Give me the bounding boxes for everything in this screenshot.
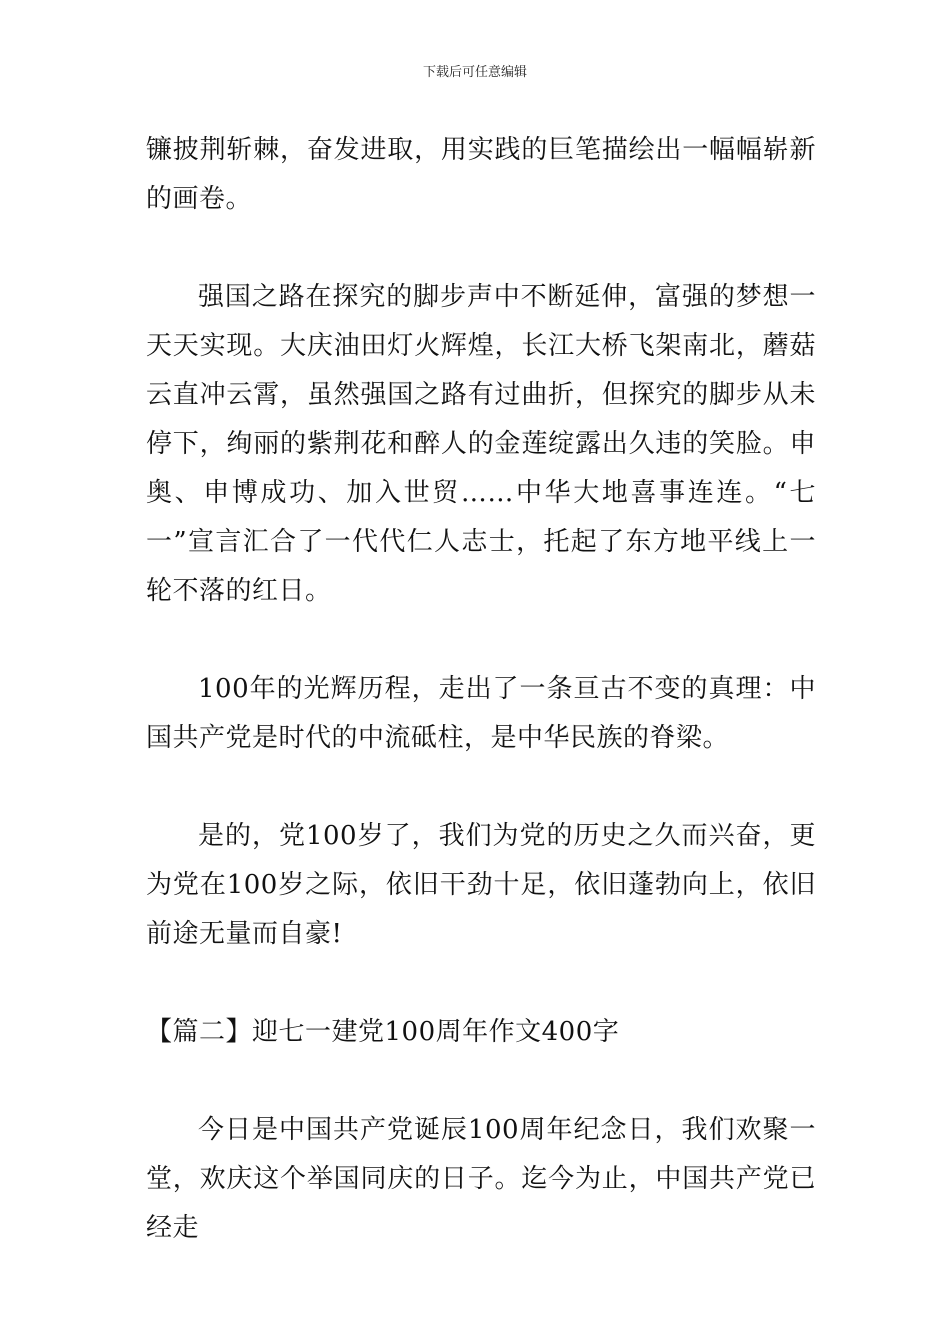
paragraph-gap — [146, 1057, 816, 1106]
paragraph-100-years-history: 100年的光辉历程，走出了一条亘古不变的真理：中国共产党是时代的中流砥柱，是中华民族的脊梁。 — [146, 674, 816, 753]
paragraph-gap — [146, 763, 816, 812]
paragraph-party-100: 是的，党100岁了，我们为党的历史之久而兴奋，更为党在100岁之际，依旧干劲十足，依旧蓬勃向上，依旧前途无量而自豪! — [146, 821, 816, 949]
paragraph-gap — [146, 224, 816, 273]
paragraph-gap — [146, 616, 816, 665]
paragraph-road-to-power: 强国之路在探究的脚步声中不断延伸，富强的梦想一天天实现。大庆油田灯火辉煌，长江大桥飞架南北，蘑菇云直冲云霄，虽然强国之路有过曲折，但探究的脚步从未停下，绚丽的紫荆花和醉人的金莲绽露出久违的笑脸。申奥、申博成功、加入世贸……中华大地喜事连连。“七一”宣言汇合了一代代仁人志士，托起了东方地平线上一轮不落的红日。 — [146, 282, 816, 606]
page-header: 下载后可任意编辑 — [422, 65, 527, 80]
paragraph-gap — [146, 959, 816, 1008]
document-body — [146, 126, 816, 1253]
paragraph-continuation: 镰披荆斩棘，奋发进取，用实践的巨笔描绘出一幅幅崭新的画卷。 — [146, 135, 816, 214]
section-heading: 【篇二】迎七一建党100周年作文400字 — [146, 1017, 620, 1047]
paragraph-anniversary: 今日是中国共产党诞辰100周年纪念日，我们欢聚一堂，欢庆这个举国同庆的日子。迄今为止，中国共产党已经走 — [146, 1115, 816, 1243]
